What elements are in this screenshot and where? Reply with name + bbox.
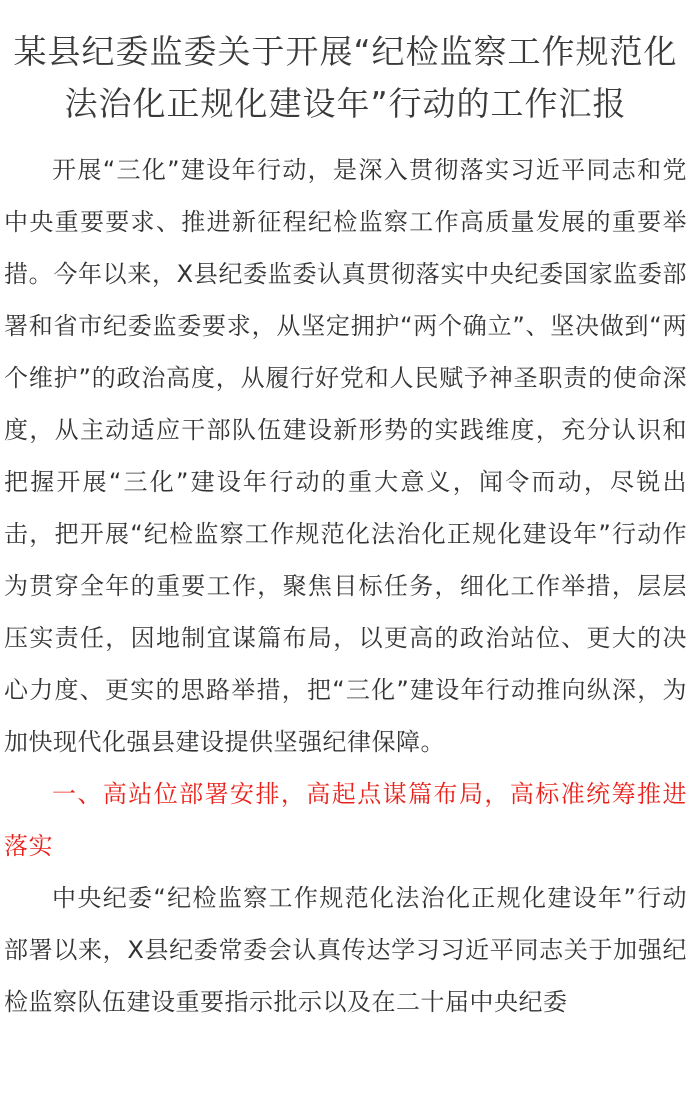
section-1-paragraph: 中央纪委“纪检监察工作规范化法治化正规化建设年”行动部署以来，X县纪委常委会认真传达学习习近平同志关于加强纪检监察队伍建设重要指示批示以及在二十届中央纪委 xyxy=(4,884,687,1016)
section-heading-1: 一、高站位部署安排，高起点谋篇布局，高标准统筹推进落实 xyxy=(4,780,687,860)
document-title: 某县纪委监委关于开展“纪检监察工作规范化法治化正规化建设年”行动的工作汇报 xyxy=(13,32,678,123)
intro-paragraph: 开展“三化”建设年行动，是深入贯彻落实习近平同志和党中央重要要求、推进新征程纪检监察工作高质量发展的重要举措。今年以来，X县纪委监委认真贯彻落实中央纪委国家监委部署和省市纪委监委要求，从坚定拥护“两个确立”、坚决做到“两个维护”的政治高度，从履行好党和人民赋予神圣职责的使命深度，从主动适应干部队伍建设新形势的实践维度，充分认识和把握开展“三化”建设年行动的重大意义，闻令而动，尽锐出击，把开展“纪检监察工作规范化法治化正规化建设年”行动作为贯穿全年的重要工作，聚焦目标任务，细化工作举措，层层压实责任，因地制宜谋篇布局，以更高的政治站位、更大的决心力度、更实的思路举措，把“三化”建设年行动推向纵深，为加快现代化强县建设提供坚强纪律保障。 xyxy=(4,156,687,756)
